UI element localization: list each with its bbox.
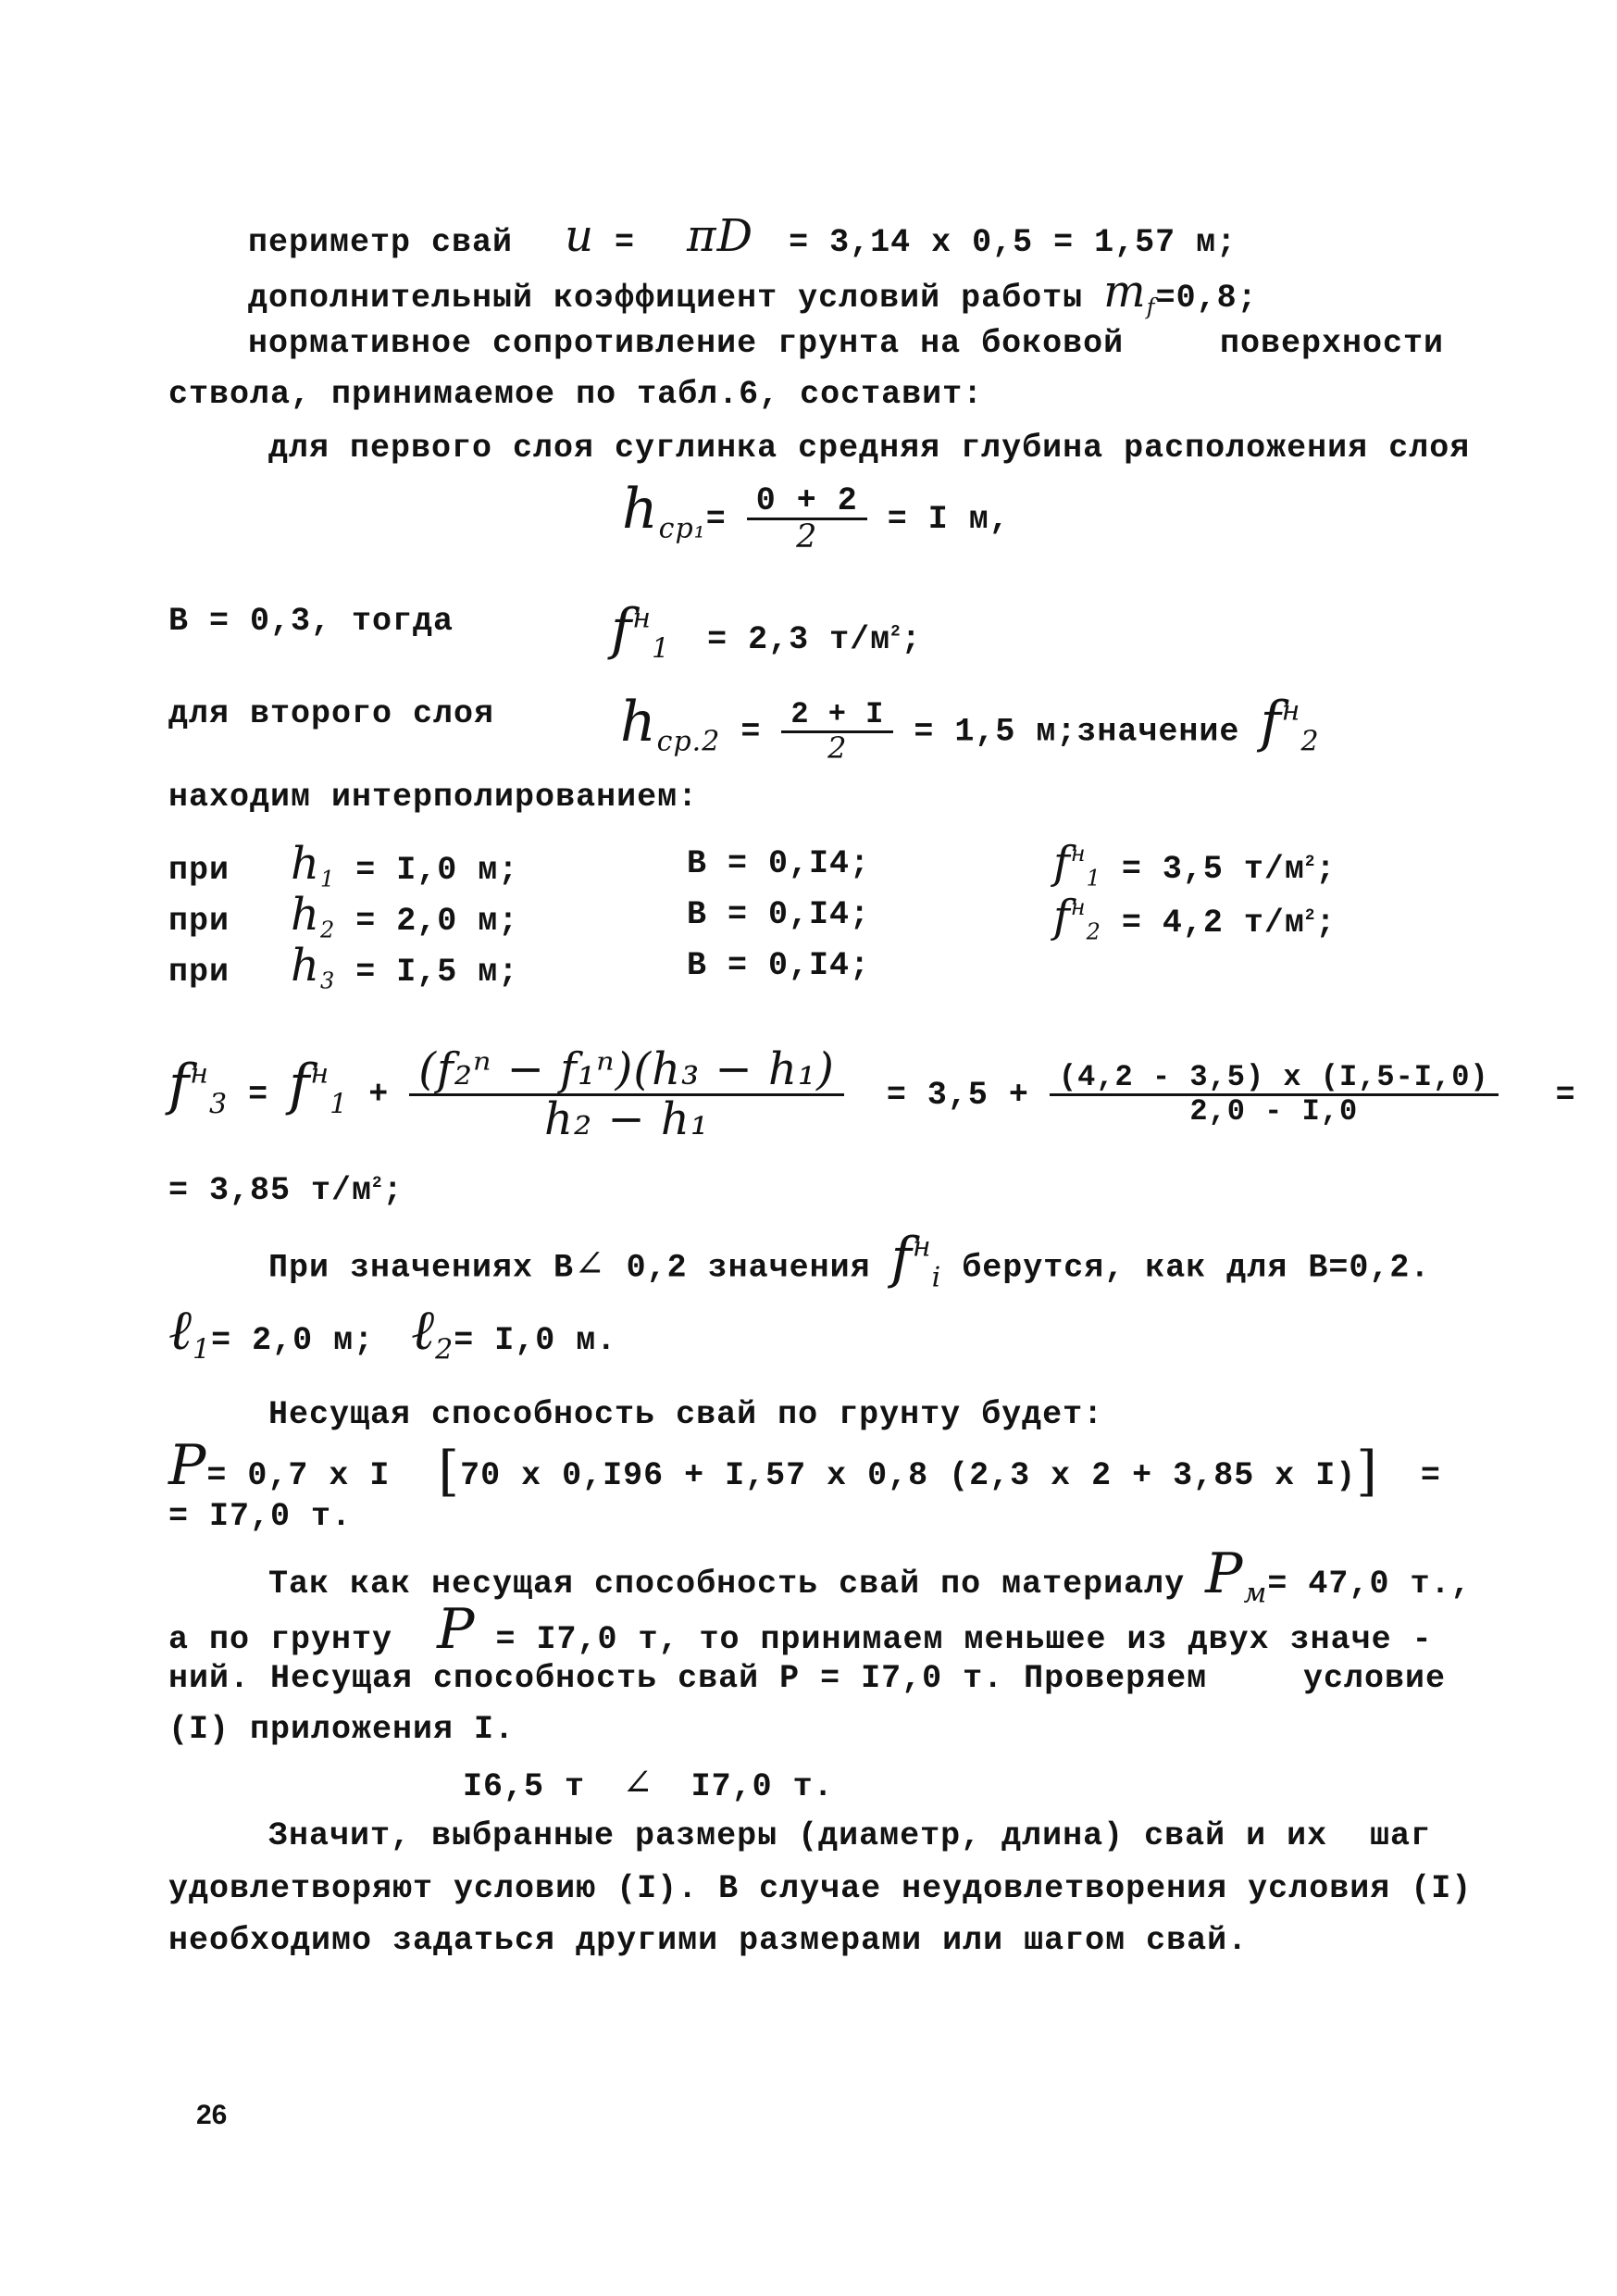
symbol-f-sup: н	[1070, 894, 1087, 920]
symbol-pm	[1205, 1541, 1268, 1610]
row-label: при	[168, 903, 230, 940]
inequality-line	[463, 1762, 834, 1808]
interpolation-line	[168, 776, 698, 818]
symbol-f-sub: 2	[1300, 725, 1320, 757]
b-limit-text-3: берутся, как для В=0,2.	[962, 1249, 1431, 1287]
symbol-p: P	[437, 1597, 476, 1662]
equals-sign: =	[1420, 1457, 1441, 1494]
capacity-result: = I7,0 т.	[168, 1498, 353, 1535]
symbol-f1n	[289, 1052, 349, 1120]
table-row	[168, 940, 518, 1006]
symbol-f1n	[611, 596, 671, 665]
conclusion-line-2	[168, 1867, 1472, 1910]
capacity-text: Несущая способность свай по грунту будет:	[268, 1396, 1104, 1433]
row-b-value: В = 0,I4;	[687, 845, 871, 882]
page-number: 26	[196, 2100, 228, 2130]
fraction-denominator: 2	[827, 730, 848, 766]
interp-result-line	[168, 1162, 404, 1212]
interpolation-text: находим интерполированием:	[168, 779, 699, 816]
conclusion-text-1: Значит, выбранные размеры (диаметр, длина) свай и их	[268, 1817, 1328, 1854]
semicolon: ;	[901, 620, 922, 658]
symbol-f-sub: 1	[651, 632, 671, 665]
second-layer-line	[168, 693, 494, 735]
symbol-f-sup: н	[912, 1230, 932, 1263]
equals-sign: =	[248, 1076, 269, 1114]
symbol-l-sub: 2	[435, 1333, 454, 1366]
capacity-factor: = 0,7 x I	[206, 1457, 391, 1494]
perimeter-value: = 3,14 x 0,5 = 1,57 м;	[789, 224, 1238, 261]
symbol-h-sr1	[622, 477, 706, 545]
capacity-result-line	[168, 1495, 352, 1538]
b-limit-text: При значениях В	[268, 1249, 575, 1287]
depth-result: = I м,	[887, 501, 1010, 538]
row-label: при	[168, 852, 230, 889]
symbol-f: f	[1053, 891, 1071, 942]
f1-value-line	[611, 581, 922, 686]
b-limit-text-2: 0,2 значения	[626, 1249, 871, 1287]
equals-sign: =	[1555, 1076, 1576, 1114]
length-line	[168, 1298, 616, 1383]
fraction-numerator: 0 + 2	[747, 484, 867, 521]
l2-value: = I,0 м.	[454, 1322, 617, 1359]
symbol-f: f	[289, 1052, 311, 1117]
symbol-f-sub: 1	[1086, 865, 1101, 892]
fraction-1	[747, 481, 867, 556]
fraction-denominator: h₂ − h₁	[544, 1092, 710, 1145]
b-limit-line	[268, 1215, 1430, 1310]
row-h-value: = 2,0 м;	[355, 903, 519, 940]
row-f-value: = 3,5 т/м	[1121, 851, 1305, 888]
depth-formula-2	[620, 674, 1320, 779]
symbol-f2n	[1053, 891, 1101, 945]
symbol-h: h	[291, 940, 320, 992]
appendix-text: (I) приложения I.	[168, 1711, 516, 1748]
fraction-numerator: (4,2 - 3,5) x (I,5-I,0)	[1050, 1062, 1499, 1096]
row-label: при	[168, 954, 230, 991]
fraction-denominator: 2,0 - I,0	[1189, 1093, 1359, 1129]
symbol-h3	[291, 940, 335, 992]
equals-sign: =	[740, 713, 762, 751]
conclusion-line-1-end	[1370, 1815, 1431, 1857]
resistance-line	[248, 322, 1124, 365]
depth-result-2: = 1,5 м;значение	[914, 713, 1240, 751]
symbol-u: u	[565, 210, 594, 262]
capacity-formula	[168, 1435, 1441, 1506]
left-bracket: [	[438, 1440, 461, 1503]
symbol-l-sub: 1	[193, 1333, 212, 1366]
symbol-h-sr2	[620, 690, 720, 755]
symbol-p-sub: м	[1243, 1577, 1268, 1610]
exponent: 2	[1304, 905, 1316, 925]
plus-sign: +	[368, 1076, 390, 1114]
symbol-h: h	[291, 889, 320, 941]
symbol-h: h	[291, 838, 320, 890]
inequality-left: I6,5 т	[463, 1768, 586, 1805]
trunk-text: ствола, принимаемое по табл.6, составит:	[168, 376, 984, 413]
symbol-f2n	[1260, 690, 1319, 755]
semicolon: ;	[1315, 851, 1337, 888]
material-text: Так как несущая способность свай по материалу	[268, 1566, 1186, 1603]
symbol-f-sub: 1	[330, 1088, 349, 1120]
symbol-f: f	[611, 596, 633, 662]
coefficient-line	[248, 266, 1258, 328]
row-b-value: В = 0,I4;	[687, 947, 871, 984]
resistance-line-end	[1220, 322, 1444, 365]
row-f-value: = 4,2 т/м	[1121, 905, 1305, 942]
first-layer-line	[268, 427, 1470, 469]
capacity-check-text: ний. Несущая способность свай Р = I7,0 т. Проверяем	[168, 1660, 1208, 1697]
symbol-f-sup: н	[1281, 694, 1301, 727]
exponent: 2	[890, 622, 902, 642]
symbol-h-sub: ср.2	[656, 725, 721, 757]
symbol-f-sub: i	[931, 1261, 942, 1293]
depth-formula-1	[622, 477, 1010, 557]
fraction-2	[781, 699, 893, 764]
symbol-f: f	[168, 1052, 191, 1117]
symbol-m	[1103, 266, 1155, 318]
l1-value: = 2,0 м;	[211, 1322, 375, 1359]
symbol-f: f	[1260, 689, 1282, 755]
exponent: 2	[372, 1174, 383, 1192]
resistance-text: нормативное сопротивление грунта на боковой	[248, 325, 1125, 362]
symbol-p: P	[1205, 1541, 1244, 1606]
capacity-line	[268, 1393, 1103, 1436]
exponent: 2	[1304, 852, 1316, 871]
coefficient-value: =0,8;	[1155, 280, 1258, 317]
b-then-line	[168, 600, 454, 643]
symbol-l2	[411, 1298, 454, 1366]
fraction-denominator: 2	[796, 518, 818, 556]
trunk-line	[168, 373, 983, 416]
table-row-f	[1053, 878, 1336, 961]
conclusion-line-3	[168, 1919, 1248, 1962]
table-row-b	[687, 893, 870, 936]
symbol-f: f	[1053, 837, 1071, 889]
inequality-right: I7,0 т.	[690, 1768, 834, 1805]
fraction-numerator: (f₂ⁿ − f₁ⁿ)(h₃ − h₁)	[409, 1046, 844, 1095]
symbol-f-sup: н	[632, 602, 652, 634]
semicolon: ;	[382, 1172, 404, 1210]
capacity-sum: 70 x 0,I96 + I,57 x 0,8 (2,3 x 2 + 3,85 x I)	[460, 1457, 1357, 1494]
symbol-l: ℓ	[411, 1298, 436, 1363]
symbol-h-sub: ср₁	[658, 512, 706, 545]
conclusion-text-3: необходимо задаться другими размерами или шагом свай.	[168, 1922, 1249, 1959]
equals-sign: =	[615, 224, 636, 261]
coefficient-label: дополнительный коэффициент условий работы	[248, 280, 1084, 317]
symbol-m-base: m	[1103, 266, 1147, 318]
symbol-h-sub: 3	[319, 967, 336, 994]
less-than-sign: ∠	[622, 1762, 654, 1804]
conclusion-line-1	[268, 1815, 1327, 1857]
b-then-text: В = 0,3, тогда	[168, 603, 454, 640]
symbol-f-sup: н	[190, 1057, 209, 1090]
numeric-fraction	[1050, 1062, 1499, 1127]
interpolation-fraction	[409, 1043, 844, 1145]
equals-sign: =	[705, 501, 727, 538]
ground-text: а по грунту	[168, 1621, 393, 1658]
row-h-value: = I,0 м;	[355, 852, 519, 889]
first-layer-text: для первого слоя суглинка средняя глубина расположения слоя	[268, 430, 1471, 467]
symbol-h: h	[620, 689, 657, 755]
interp-result: = 3,85 т/м	[168, 1172, 373, 1210]
perimeter-label: периметр свай	[248, 224, 514, 261]
resistance-text-end: поверхности	[1220, 325, 1445, 362]
fraction-numerator: 2 + I	[781, 699, 893, 733]
f1-value: = 2,3 т/м	[707, 620, 891, 658]
second-layer-text: для второго слоя	[168, 695, 495, 732]
table-row-b	[687, 944, 870, 987]
less-than-sign: ∠	[574, 1242, 606, 1286]
ground-text-2: = I7,0 т, то принимаем меньшее из двух значе -	[495, 1621, 1433, 1658]
symbol-h1	[291, 838, 335, 890]
symbol-m-sub: f	[1146, 293, 1156, 320]
symbol-h-sub: 1	[319, 866, 336, 892]
conclusion-text-2: удовлетворяют условию (I). В случае неудовлетворения условия (I)	[168, 1870, 1473, 1907]
appendix-line	[168, 1708, 515, 1751]
interpolation-formula	[168, 1018, 1576, 1160]
symbol-fin	[891, 1226, 942, 1291]
perimeter-line	[248, 210, 1238, 264]
symbol-f-sub: 2	[1086, 918, 1101, 945]
interp-mid: = 3,5 +	[886, 1076, 1029, 1114]
symbol-f3n	[168, 1052, 229, 1120]
symbol-pi-d: πD	[687, 210, 754, 262]
symbol-f-sup: н	[1070, 841, 1087, 867]
capacity-check-line	[168, 1657, 1207, 1700]
right-bracket: ]	[1356, 1440, 1378, 1503]
symbol-l: ℓ	[168, 1298, 193, 1363]
row-b-value: В = 0,I4;	[687, 896, 871, 933]
symbol-f: f	[890, 1225, 913, 1291]
table-row-b	[687, 842, 870, 885]
symbol-h-sub: 2	[319, 917, 336, 943]
capacity-check-end-text: условие	[1303, 1660, 1447, 1697]
symbol-h: h	[622, 477, 659, 542]
material-value: = 47,0 т.,	[1267, 1566, 1472, 1603]
capacity-check-end	[1303, 1657, 1446, 1700]
row-h-value: = I,5 м;	[355, 954, 519, 991]
symbol-f-sub: 3	[208, 1088, 229, 1120]
conclusion-text-1-end: шаг	[1370, 1817, 1432, 1854]
symbol-p: P	[168, 1433, 207, 1498]
symbol-h2	[291, 889, 335, 941]
semicolon: ;	[1315, 905, 1337, 942]
symbol-l1	[168, 1298, 212, 1366]
symbol-f-sup: н	[310, 1057, 330, 1090]
